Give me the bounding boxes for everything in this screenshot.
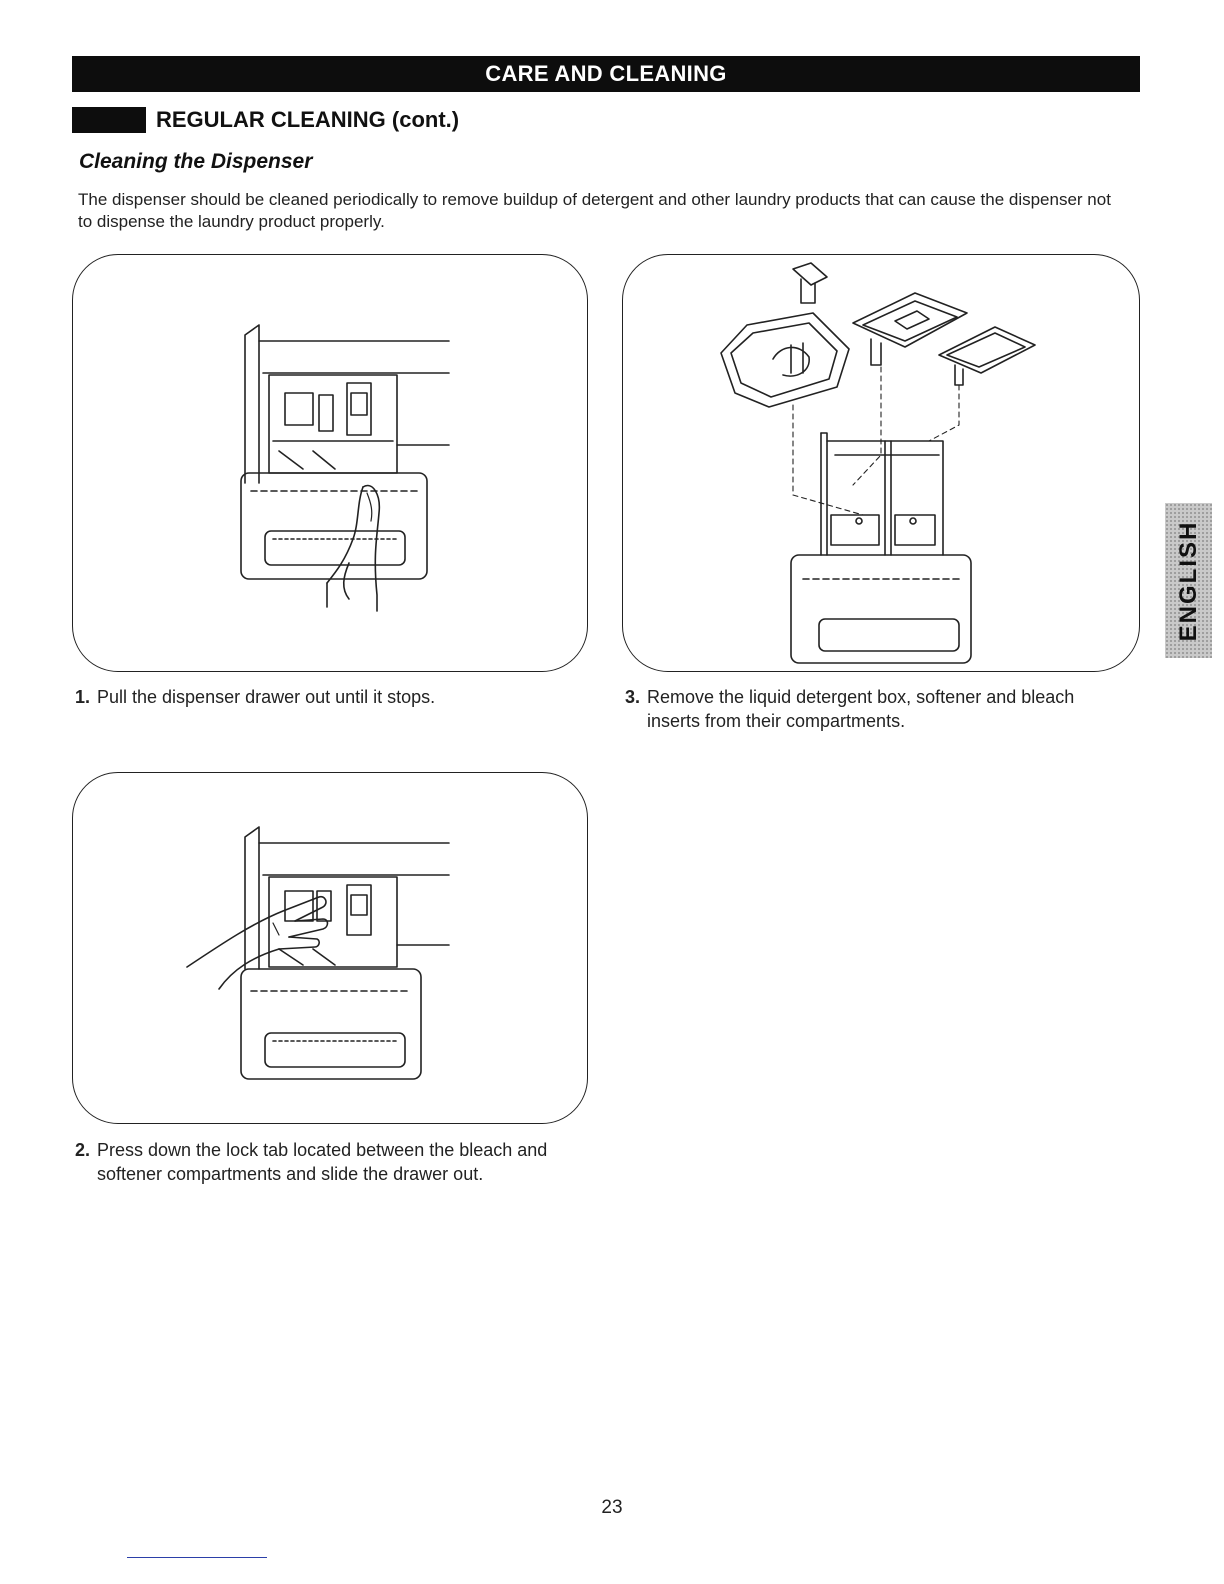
section-header <box>72 106 459 134</box>
step-2 <box>75 1138 575 1186</box>
section-marker-bar <box>72 107 146 133</box>
page-number: 23 <box>601 1497 623 1518</box>
step-1 <box>75 685 575 709</box>
subsection-title: Cleaning the Dispenser <box>79 150 313 173</box>
language-side-tab <box>1165 503 1212 658</box>
illustration-press-lock-tab <box>72 772 588 1124</box>
step-text: Pull the dispenser drawer out until it stops. <box>97 687 436 707</box>
intro-paragraph: The dispenser should be cleaned periodically to remove buildup of detergent and other laundry products that can cause the dispenser not to dispense the laundry product properly. <box>78 190 1111 231</box>
illustration-pull-drawer <box>72 254 588 672</box>
step-number: 2. <box>75 1140 91 1160</box>
illustration-remove-inserts <box>622 254 1140 672</box>
language-label: ENGLISH <box>1174 520 1202 641</box>
step-number: 1. <box>75 687 91 707</box>
page-banner: CARE AND CLEANING <box>72 56 1140 92</box>
footer-rule <box>127 1557 267 1558</box>
step-text: Press down the lock tab located between the bleach and softener compartments and slide the drawer out. <box>97 1140 548 1184</box>
step-3 <box>625 685 1125 733</box>
step-text: Remove the liquid detergent box, softener and bleach inserts from their compartments. <box>647 687 1075 731</box>
step-number: 3. <box>625 687 641 707</box>
section-title: REGULAR CLEANING (cont.) <box>156 107 460 132</box>
